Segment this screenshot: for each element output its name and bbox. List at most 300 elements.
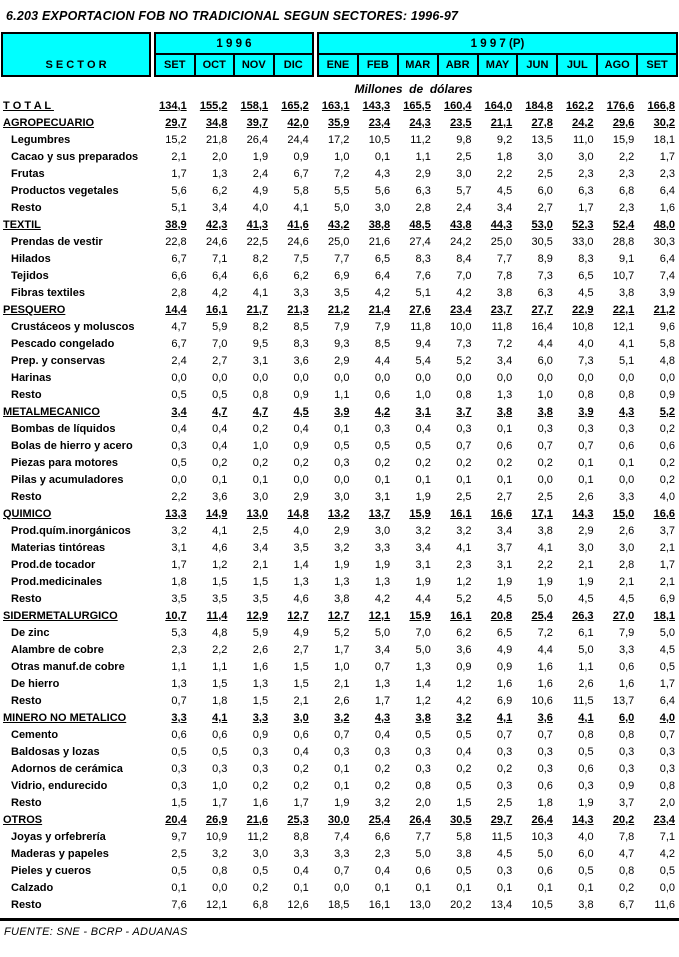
value-cell: 44,3 [490, 218, 513, 231]
value-cell: 0,4 [374, 864, 391, 877]
value-cell: 6,5 [496, 626, 513, 639]
value-cell: 2,0 [212, 150, 228, 163]
value-cell: 4,7 [171, 320, 187, 333]
value-cell: 1,3 [334, 575, 350, 588]
value-cell: 4,5 [496, 592, 513, 605]
value-cell: 0,8 [456, 388, 472, 401]
table-row-prod-medicinales [0, 573, 679, 590]
value-cell: 7,2 [496, 337, 513, 350]
value-cell: 35,9 [328, 116, 350, 129]
value-cell: 0,5 [171, 864, 187, 877]
value-cell: 0,4 [293, 422, 309, 435]
value-cell: 6,0 [537, 184, 553, 197]
value-cell: 6,7 [293, 167, 309, 180]
value-cell: 8,2 [252, 252, 269, 265]
month-header-mar-1997: MAR [397, 55, 437, 75]
value-cell: 8,3 [578, 252, 594, 265]
value-cell: 9,6 [659, 320, 675, 333]
value-cell: 2,4 [456, 201, 472, 214]
value-cell: 3,4 [252, 541, 269, 554]
value-cell: 1,6 [252, 660, 269, 673]
value-cell: 0,0 [659, 881, 675, 894]
value-cell: 2,2 [171, 490, 187, 503]
value-cell: 3,8 [415, 711, 431, 724]
value-cell: 0,7 [537, 728, 553, 741]
value-cell: 6,4 [659, 184, 675, 197]
value-cell: 1,7 [293, 796, 309, 809]
value-cell: 7,7 [415, 830, 431, 843]
row-label: Otras manuf.de cobre [11, 660, 125, 673]
value-cell: 16,6 [490, 507, 513, 520]
value-cell: 0,9 [252, 728, 269, 741]
value-cell: 5,2 [456, 592, 472, 605]
value-cell: 1,4 [293, 558, 309, 571]
value-cell: 3,0 [334, 490, 350, 503]
value-cell: 3,1 [496, 558, 513, 571]
value-cell: 0,3 [374, 745, 391, 758]
value-cell: 30,3 [653, 235, 675, 248]
value-cell: 2,8 [618, 558, 635, 571]
value-cell: 1,8 [212, 694, 228, 707]
value-cell: 3,9 [578, 405, 594, 418]
year-1996-label: 1 9 9 6 [156, 34, 312, 55]
value-cell: 30,2 [653, 116, 675, 129]
value-cell: 3,8 [618, 286, 635, 299]
value-cell: 3,4 [496, 354, 513, 367]
value-cell: 2,2 [496, 167, 513, 180]
value-cell: 3,3 [618, 490, 635, 503]
value-cell: 1,4 [415, 677, 431, 690]
value-cell: 7,4 [334, 830, 350, 843]
value-cell: 1,3 [496, 388, 513, 401]
value-cell: 11,2 [247, 830, 269, 843]
row-label: METALMECANICO [3, 405, 100, 418]
value-cell: 6,2 [212, 184, 228, 197]
table-row-quimico [0, 505, 679, 522]
value-cell: 0,3 [334, 456, 350, 469]
value-cell: 5,9 [252, 626, 269, 639]
value-cell: 4,1 [456, 541, 472, 554]
value-cell: 1,0 [334, 150, 350, 163]
value-cell: 3,6 [456, 643, 472, 656]
value-cell: 0,8 [618, 728, 635, 741]
value-cell: 0,0 [537, 473, 553, 486]
value-cell: 4,7 [252, 405, 269, 418]
value-cell: 1,3 [212, 167, 228, 180]
table-row-prod-de-tocador [0, 556, 679, 573]
value-cell: 2,2 [618, 150, 635, 163]
value-cell: 11,6 [654, 898, 675, 911]
value-cell: 1,3 [415, 660, 431, 673]
value-cell: 2,5 [496, 796, 513, 809]
value-cell: 22,1 [612, 303, 635, 316]
value-cell: 8,5 [374, 337, 391, 350]
value-cell: 0,4 [212, 439, 228, 452]
value-cell: 4,3 [374, 167, 391, 180]
value-cell: 23,4 [653, 813, 675, 826]
value-cell: 0,0 [252, 371, 269, 384]
months-row-1996 [156, 55, 312, 75]
value-cell: 12,7 [328, 609, 350, 622]
value-cell: 6,9 [496, 694, 513, 707]
value-cell: 176,6 [606, 99, 635, 112]
value-cell: 158,1 [240, 99, 269, 112]
value-cell: 0,8 [212, 864, 228, 877]
value-cell: 20,2 [450, 898, 472, 911]
data-table [0, 97, 679, 913]
value-cell: 0,5 [415, 439, 431, 452]
value-cell: 2,6 [618, 524, 635, 537]
value-cell: 0,2 [618, 881, 635, 894]
value-cell: 6,5 [578, 269, 594, 282]
value-cell: 7,9 [334, 320, 350, 333]
value-cell: 4,5 [618, 592, 635, 605]
table-row-baldosas-y-lozas [0, 743, 679, 760]
value-cell: 7,1 [212, 252, 228, 265]
value-cell: 6,2 [293, 269, 309, 282]
value-cell: 3,6 [212, 490, 228, 503]
value-cell: 0,3 [171, 762, 187, 775]
value-cell: 9,7 [171, 830, 187, 843]
value-cell: 0,8 [618, 864, 635, 877]
value-cell: 28,8 [612, 235, 635, 248]
table-row-resto [0, 488, 679, 505]
value-cell: 3,3 [374, 541, 391, 554]
value-cell: 3,0 [537, 150, 553, 163]
table-row-resto [0, 794, 679, 811]
row-label: AGROPECUARIO [3, 116, 95, 129]
table-row-pescado-congelado [0, 335, 679, 352]
value-cell: 2,5 [456, 150, 472, 163]
value-cell: 3,2 [334, 711, 350, 724]
value-cell: 1,0 [212, 779, 228, 792]
value-cell: 14,8 [287, 507, 309, 520]
value-cell: 2,1 [293, 694, 309, 707]
page-title: 6.203 EXPORTACION FOB NO TRADICIONAL SEGUN SECTORES: 1996-97 [6, 9, 459, 23]
value-cell: 0,2 [456, 762, 472, 775]
month-header-set-1996: SET [164, 59, 186, 71]
row-label: SIDERMETALURGICO [3, 609, 118, 622]
value-cell: 4,0 [578, 830, 594, 843]
value-cell: 3,4 [212, 201, 228, 214]
value-cell: 1,0 [334, 660, 350, 673]
value-cell: 21,4 [368, 303, 391, 316]
value-cell: 0,8 [578, 388, 594, 401]
value-cell: 6,7 [171, 337, 187, 350]
value-cell: 23,7 [490, 303, 513, 316]
value-cell: 20,2 [612, 813, 635, 826]
value-cell: 4,7 [618, 847, 635, 860]
value-cell: 0,1 [496, 881, 513, 894]
value-cell: 0,0 [496, 371, 513, 384]
value-cell: 1,7 [578, 201, 594, 214]
value-cell: 1,9 [578, 575, 594, 588]
value-cell: 5,3 [171, 626, 187, 639]
row-label: QUIMICO [3, 507, 52, 520]
value-cell: 2,4 [171, 354, 187, 367]
table-row-resto [0, 692, 679, 709]
value-cell: 0,0 [618, 473, 635, 486]
value-cell: 3,3 [334, 847, 350, 860]
value-cell: 4,5 [659, 643, 675, 656]
value-cell: 2,6 [578, 490, 594, 503]
value-cell: 4,3 [618, 405, 635, 418]
value-cell: 4,2 [374, 405, 391, 418]
value-cell: 0,1 [374, 473, 391, 486]
value-cell: 3,3 [171, 711, 187, 724]
value-cell: 1,1 [334, 388, 350, 401]
value-cell: 0,1 [374, 150, 391, 163]
value-cell: 13,5 [531, 133, 553, 146]
value-cell: 0,1 [415, 473, 431, 486]
value-cell: 3,3 [293, 286, 309, 299]
value-cell: 0,3 [252, 762, 269, 775]
value-cell: 10,3 [531, 830, 553, 843]
value-cell: 1,5 [252, 575, 269, 588]
value-cell: 2,4 [252, 167, 269, 180]
table-row-minero-no-metalico [0, 709, 679, 726]
value-cell: 6,8 [252, 898, 269, 911]
value-cell: 134,1 [159, 99, 187, 112]
value-cell: 2,3 [374, 847, 391, 860]
value-cell: 29,7 [165, 116, 187, 129]
value-cell: 10,0 [450, 320, 472, 333]
value-cell: 0,0 [334, 473, 350, 486]
value-cell: 1,3 [374, 575, 391, 588]
value-cell: 7,6 [415, 269, 431, 282]
value-cell: 4,8 [212, 626, 228, 639]
value-cell: 29,6 [612, 116, 635, 129]
units-label: Millones de dólares [354, 82, 473, 96]
value-cell: 5,4 [415, 354, 431, 367]
row-label: PESQUERO [3, 303, 66, 316]
value-cell: 0,0 [659, 371, 675, 384]
value-cell: 5,2 [334, 626, 350, 639]
value-cell: 15,9 [409, 609, 431, 622]
value-cell: 2,9 [578, 524, 594, 537]
value-cell: 16,1 [368, 898, 391, 911]
value-cell: 6,6 [171, 269, 187, 282]
value-cell: 3,0 [618, 541, 635, 554]
value-cell: 1,9 [374, 558, 391, 571]
value-cell: 21,6 [246, 813, 269, 826]
row-label: Resto [11, 201, 42, 214]
value-cell: 3,1 [252, 354, 269, 367]
value-cell: 8,5 [293, 320, 309, 333]
value-cell: 1,9 [537, 575, 553, 588]
value-cell: 0,6 [659, 439, 675, 452]
value-cell: 1,7 [171, 167, 187, 180]
value-cell: 0,3 [212, 762, 228, 775]
value-cell: 0,2 [293, 762, 309, 775]
value-cell: 0,2 [659, 456, 675, 469]
value-cell: 3,0 [578, 541, 594, 554]
value-cell: 4,0 [659, 711, 675, 724]
value-cell: 0,0 [618, 371, 635, 384]
value-cell: 1,1 [415, 150, 431, 163]
value-cell: 1,7 [659, 150, 675, 163]
value-cell: 2,8 [171, 286, 187, 299]
value-cell: 26,4 [531, 813, 553, 826]
value-cell: 4,0 [659, 490, 675, 503]
value-cell: 0,6 [171, 728, 187, 741]
value-cell: 0,5 [659, 864, 675, 877]
value-cell: 1,9 [496, 575, 513, 588]
value-cell: 5,0 [334, 201, 350, 214]
value-cell: 0,6 [293, 728, 309, 741]
value-cell: 41,3 [246, 218, 269, 231]
row-label: Cacao y sus preparados [11, 150, 139, 163]
value-cell: 0,9 [659, 388, 675, 401]
row-label: MINERO NO METALICO [3, 711, 127, 724]
value-cell: 3,0 [578, 150, 594, 163]
value-cell: 0,4 [415, 422, 431, 435]
value-cell: 3,2 [456, 711, 472, 724]
value-cell: 3,8 [537, 524, 553, 537]
value-cell: 12,7 [287, 609, 309, 622]
value-cell: 2,8 [415, 201, 431, 214]
value-cell: 4,1 [212, 711, 228, 724]
row-label: Maderas y papeles [11, 847, 109, 860]
value-cell: 5,0 [415, 643, 431, 656]
value-cell: 0,3 [618, 422, 635, 435]
value-cell: 21,2 [653, 303, 675, 316]
value-cell: 52,4 [612, 218, 635, 231]
value-cell: 6,6 [374, 830, 391, 843]
value-cell: 18,1 [653, 609, 675, 622]
value-cell: 10,7 [612, 269, 635, 282]
value-cell: 3,1 [171, 541, 187, 554]
table-row-resto [0, 896, 679, 913]
value-cell: 2,7 [537, 201, 553, 214]
sector-header-label: S E C T O R [45, 59, 107, 71]
row-label: Prendas de vestir [11, 235, 103, 248]
value-cell: 4,5 [578, 286, 594, 299]
value-cell: 3,2 [171, 524, 187, 537]
value-cell: 0,1 [578, 473, 594, 486]
value-cell: 0,3 [496, 864, 513, 877]
value-cell: 2,2 [212, 643, 228, 656]
row-label: Pescado congelado [11, 337, 115, 350]
month-header-ago-1997: AGO [596, 55, 636, 75]
value-cell: 3,2 [415, 524, 431, 537]
table-row-productos-vegetales [0, 182, 679, 199]
value-cell: 1,5 [293, 677, 309, 690]
table-row-pesquero [0, 301, 679, 318]
value-cell: 2,9 [334, 524, 350, 537]
value-cell: 7,9 [618, 626, 635, 639]
value-cell: 2,5 [456, 490, 472, 503]
table-row-pieles-y-cueros [0, 862, 679, 879]
value-cell: 30,5 [531, 235, 553, 248]
table-row-frutas [0, 165, 679, 182]
row-label: Bombas de líquidos [11, 422, 116, 435]
value-cell: 0,5 [415, 728, 431, 741]
value-cell: 14,3 [572, 813, 594, 826]
value-cell: 3,8 [334, 592, 350, 605]
value-cell: 4,0 [578, 337, 594, 350]
value-cell: 4,2 [659, 847, 675, 860]
row-label: TEXTIL [3, 218, 41, 231]
value-cell: 42,0 [287, 116, 309, 129]
value-cell: 3,4 [496, 201, 513, 214]
value-cell: 0,3 [374, 422, 391, 435]
month-header-ene-1997: ENE [326, 59, 350, 71]
value-cell: 3,5 [252, 592, 269, 605]
value-cell: 3,0 [293, 711, 309, 724]
value-cell: 1,6 [618, 677, 635, 690]
value-cell: 0,8 [659, 779, 675, 792]
value-cell: 4,1 [537, 541, 553, 554]
value-cell: 2,7 [293, 643, 309, 656]
value-cell: 1,7 [212, 796, 228, 809]
row-label: De zinc [11, 626, 50, 639]
value-cell: 7,8 [618, 830, 635, 843]
value-cell: 20,8 [490, 609, 513, 622]
value-cell: 160,4 [443, 99, 472, 112]
value-cell: 24,4 [287, 133, 309, 146]
value-cell: 38,8 [368, 218, 391, 231]
value-cell: 7,1 [659, 830, 675, 843]
value-cell: 4,5 [293, 405, 309, 418]
value-cell: 6,0 [537, 354, 553, 367]
row-label: Harinas [11, 371, 52, 384]
value-cell: 27,6 [409, 303, 431, 316]
value-cell: 3,0 [252, 490, 269, 503]
source-note: FUENTE: SNE - BCRP - ADUANAS [4, 926, 188, 938]
row-label: Resto [11, 694, 42, 707]
value-cell: 10,9 [205, 830, 228, 843]
value-cell: 0,3 [618, 745, 635, 758]
value-cell: 162,2 [566, 99, 594, 112]
value-cell: 0,1 [456, 881, 472, 894]
value-cell: 21,3 [287, 303, 309, 316]
value-cell: 1,6 [537, 677, 553, 690]
value-cell: 0,0 [212, 881, 228, 894]
value-cell: 27,0 [612, 609, 635, 622]
value-cell: 0,1 [252, 473, 269, 486]
value-cell: 0,3 [618, 762, 635, 775]
value-cell: 11,0 [572, 133, 594, 146]
value-cell: 2,1 [618, 575, 635, 588]
value-cell: 0,0 [456, 371, 472, 384]
value-cell: 163,1 [321, 99, 350, 112]
value-cell: 5,0 [578, 643, 594, 656]
value-cell: 2,1 [171, 150, 187, 163]
value-cell: 27,7 [531, 303, 553, 316]
value-cell: 0,7 [578, 439, 594, 452]
value-cell: 1,2 [415, 694, 431, 707]
value-cell: 0,3 [415, 762, 431, 775]
sector-header-cell [1, 32, 151, 77]
value-cell: 6,6 [252, 269, 269, 282]
value-cell: 2,7 [212, 354, 228, 367]
value-cell: 7,3 [456, 337, 472, 350]
value-cell: 0,6 [618, 439, 635, 452]
value-cell: 1,6 [659, 201, 675, 214]
value-cell: 9,1 [618, 252, 635, 265]
value-cell: 0,7 [496, 728, 513, 741]
value-cell: 5,1 [171, 201, 187, 214]
value-cell: 9,3 [334, 337, 350, 350]
value-cell: 14,3 [572, 507, 594, 520]
row-label: Resto [11, 898, 42, 911]
value-cell: 0,3 [456, 422, 472, 435]
value-cell: 25,4 [531, 609, 553, 622]
value-cell: 0,5 [374, 439, 391, 452]
value-cell: 8,9 [537, 252, 553, 265]
value-cell: 0,5 [171, 745, 187, 758]
